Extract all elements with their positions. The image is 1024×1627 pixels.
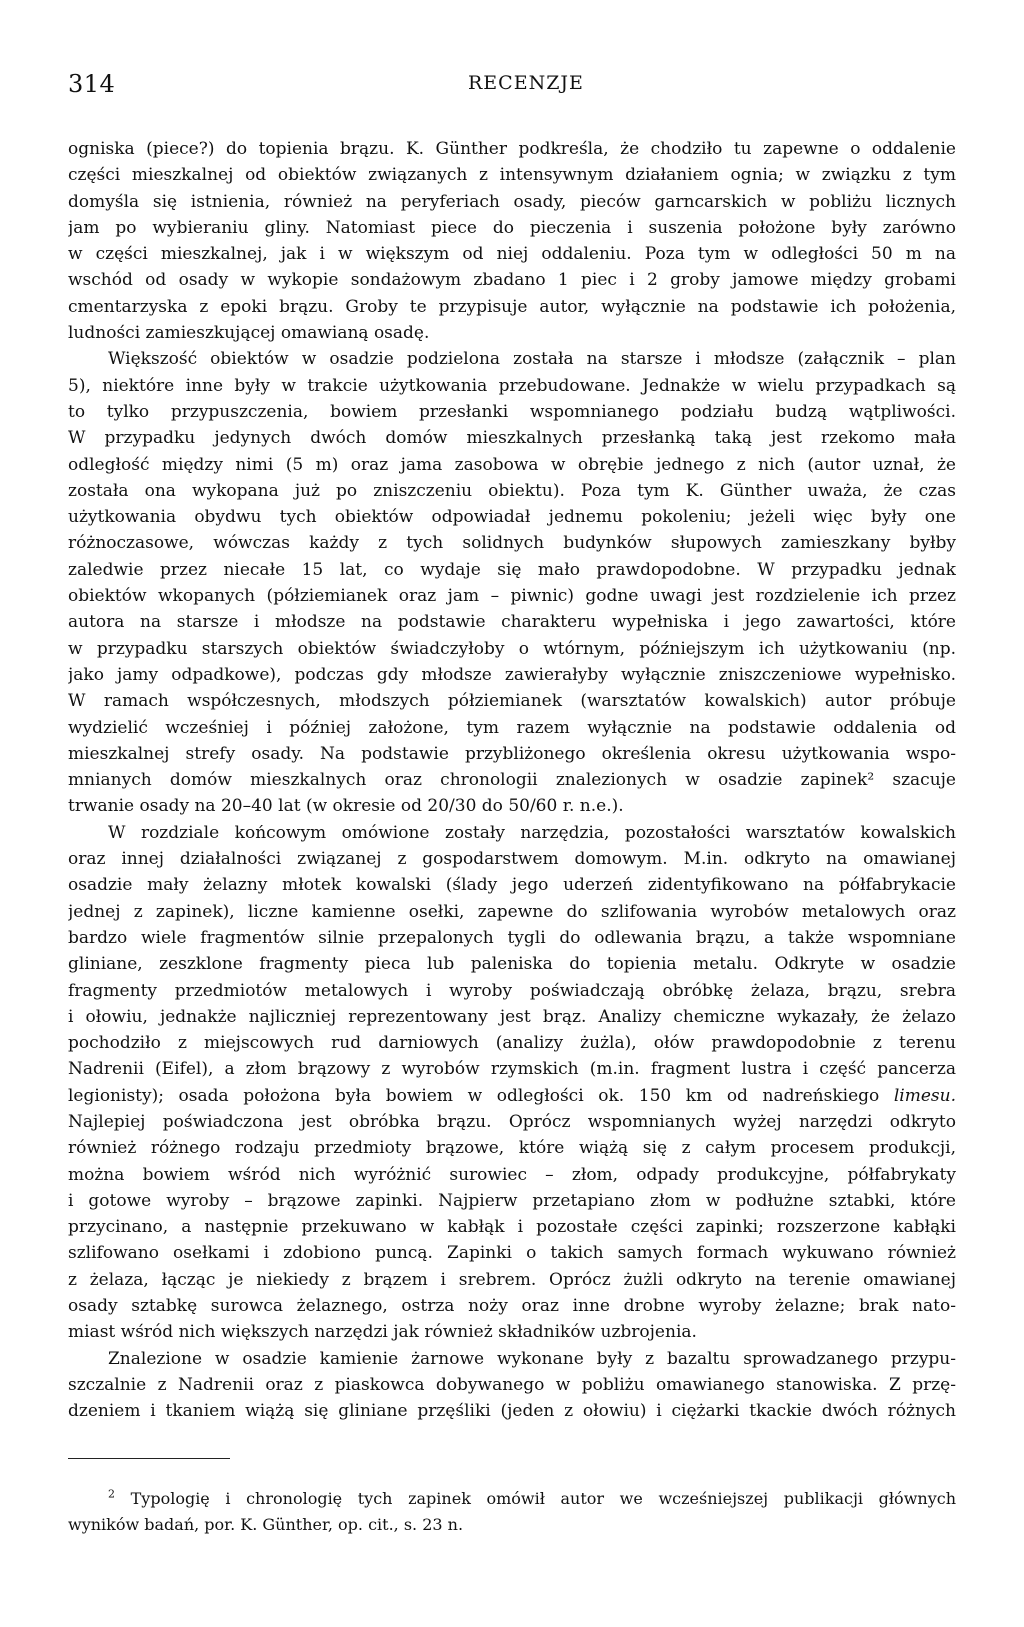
page-number: 314 <box>68 70 116 98</box>
text-line: zaledwie przez niecałe 15 lat, co wydaje się mało prawdopodobne. W przypadku jednak <box>68 559 956 580</box>
text-line: można bowiem wśród nich wyróżnić surowiec – złom, odpady produkcyjne, półfabrykaty <box>68 1164 956 1185</box>
text-line: Najlepiej poświadczona jest obróbka brązu. Oprócz wspomnianych wyżej narzędzi odkryto <box>68 1111 956 1132</box>
text-line: to tylko przypuszczenia, bowiem przesłanki wspomnianego podziału budzą wątpliwości. <box>68 401 956 422</box>
text-line: osadzie mały żelazny młotek kowalski (ślady jego uderzeń zidentyfikowano na półfabrykacie <box>68 875 956 896</box>
text-line: gliniane, zeszklone fragmenty pieca lub paleniska do topienia metalu. Odkryte w osadzie <box>68 954 956 975</box>
text-line: jako jamy odpadkowe), podczas gdy młodsze zawierałyby wyłącznie zniszczeniowe wypełnisko. <box>68 664 956 685</box>
text-line-part: legionisty); osada położona była bowiem w odległości ok. 150 km od nadreńskiego <box>68 1085 880 1106</box>
text-line: domyśla się istnienia, również na peryferiach osady, pieców garncarskich w pobliżu licznych <box>68 191 956 212</box>
text-line: ogniska (piece?) do topienia brązu. K. Günther podkreśla, że chodziło tu zapewne o oddalenie <box>68 139 956 159</box>
text-line: przycinano, a następnie przekuwano w kabłąk i pozostałe części zapinki; rozszerzone kabłąki <box>68 1217 956 1238</box>
text-line: trwanie osady na 20–40 lat (w okresie od 20/30 do 50/60 r. n.e.). <box>68 796 624 817</box>
footnote <box>68 1486 956 1538</box>
text-line: jednej z zapinek), liczne kamienne osełki, zapewne do szlifowania wyrobów metalowych oraz <box>68 901 956 922</box>
body-text <box>68 136 956 1425</box>
text-line: wschód od osady w wykopie sondażowym zbadano 1 piec i 2 groby jamowe między grobami <box>68 270 956 291</box>
text-line: Znalezione w osadzie kamienie żarnowe wykonane były z bazaltu sprowadzanego przypu- <box>108 1348 956 1369</box>
text-line: Większość obiektów w osadzie podzielona została na starsze i młodsze (załącznik – plan <box>108 349 956 370</box>
text-line: autora na starsze i młodsze na podstawie charakteru wypełniska i jego zawartości, które <box>68 612 956 633</box>
text-line: dzeniem i tkaniem wiążą się gliniane przęśliki (jeden z ołowiu) i ciężarki tkackie dwóch różnych <box>68 1401 956 1422</box>
text-line: jam po wybieraniu gliny. Natomiast piece do pieczenia i suszenia położone były zarówno <box>68 217 956 238</box>
text-line-with-italic <box>68 1083 956 1109</box>
text-line: szczalnie z Nadrenii oraz z piaskowca dobywanego w pobliżu omawianego stanowiska. Z przę- <box>68 1374 956 1395</box>
text-line: miast wśród nich większych narzędzi jak również składników uzbrojenia. <box>68 1322 697 1343</box>
text-line: różnoczasowe, wówczas każdy z tych solidnych budynków słupowych zamieszkany byłby <box>68 533 956 554</box>
running-head: RECENZJE <box>468 72 584 94</box>
text-line: osady sztabkę surowca żelaznego, ostrza noży oraz inne drobne wyroby żelazne; brak nato- <box>68 1296 956 1317</box>
text-line: W rozdziale końcowym omówione zostały narzędzia, pozostałości warsztatów kowalskich <box>108 822 956 843</box>
text-line: bardzo wiele fragmentów silnie przepalonych tygli do odlewania brązu, a także wspomniane <box>68 927 956 948</box>
text-line: mieszkalnej strefy osady. Na podstawie przybliżonego określenia okresu użytkowania wspo- <box>68 743 956 764</box>
text-line: 5), niektóre inne były w trakcie użytkowania przebudowane. Jednakże w wielu przypadkach są <box>68 375 956 396</box>
text-line: W ramach współczesnych, młodszych półziemianek (warsztatów kowalskich) autor próbuje <box>68 691 956 712</box>
text-line: użytkowania obydwu tych obiektów odpowiadał jednemu pokoleniu; jeżeli więc były one <box>68 507 956 528</box>
text-line: pochodziło z miejscowych rud darniowych (analizy żużla), ołów prawdopodobnie z terenu <box>68 1033 956 1054</box>
text-line: została ona wykopana już po zniszczeniu obiektu). Poza tym K. Günther uważa, że czas <box>68 480 956 501</box>
footnote-line <box>68 1486 956 1512</box>
footnote-line: wyników badań, por. K. Günther, op. cit., s. 23 n. <box>68 1515 464 1534</box>
text-line: z żelaza, łącząc je niekiedy z brązem i srebrem. Oprócz żużli odkryto na terenie omawianej <box>68 1269 956 1290</box>
footnote-divider <box>68 1458 230 1459</box>
text-line: Nadrenii (Eifel), a złom brązowy z wyrobów rzymskich (m.in. fragment lustra i część pancerza <box>68 1059 956 1080</box>
text-line: w części mieszkalnej, jak i w większym od niej oddaleniu. Poza tym w odległości 50 m na <box>68 244 956 265</box>
text-line: cmentarzyska z epoki brązu. Groby te przypisuje autor, wyłącznie na podstawie ich położenia, <box>68 296 956 317</box>
text-line: mnianych domów mieszkalnych oraz chronologii znalezionych w osadzie zapinek² szacuje <box>68 770 956 791</box>
text-line: W przypadku jedynych dwóch domów mieszkalnych przesłanką taką jest rzekomo mała <box>68 428 956 449</box>
text-line: wydzielić wcześniej i później założone, tym razem wyłącznie na podstawie oddalenia od <box>68 717 956 738</box>
text-line: fragmenty przedmiotów metalowych i wyroby poświadczają obróbkę żelaza, brązu, srebra <box>68 980 956 1001</box>
text-line: oraz innej działalności związanej z gospodarstwem domowym. M.in. odkryto na omawianej <box>68 849 956 870</box>
page-header <box>68 70 956 100</box>
text-line: również różnego rodzaju przedmioty brązowe, które wiążą się z całym procesem produkcji, <box>68 1138 956 1159</box>
text-line: ludności zamieszkującej omawianą osadę. <box>68 323 430 344</box>
text-line: odległość między nimi (5 m) oraz jama zasobowa w obrębie jednego z nich (autor uznał, że <box>68 454 956 475</box>
text-line: szlifowano osełkami i zdobiono puncą. Zapinki o takich samych formach wykuwano również <box>68 1243 956 1264</box>
italic-term: limesu. <box>893 1085 956 1106</box>
text-line: w przypadku starszych obiektów świadczyłoby o wtórnym, późniejszym ich użytkowaniu (np. <box>68 638 956 659</box>
text-line: obiektów wkopanych (półziemianek oraz jam – piwnic) godne uwagi jest rozdzielenie ich przez <box>68 586 956 607</box>
footnote-text: Typologię i chronologię tych zapinek omówił autor we wcześniejszej publikacji głównych <box>130 1489 956 1508</box>
text-line: części mieszkalnej od obiektów związanych z intensywnym działaniem ognia; w związku z tym <box>68 165 956 186</box>
text-line: i ołowiu, jednakże najliczniej reprezentowany jest brąz. Analizy chemiczne wykazały, że żelazo <box>68 1006 956 1027</box>
text-line: i gotowe wyroby – brązowe zapinki. Najpierw przetapiano złom w podłużne sztabki, które <box>68 1190 956 1211</box>
footnote-mark: 2 <box>108 1487 115 1501</box>
